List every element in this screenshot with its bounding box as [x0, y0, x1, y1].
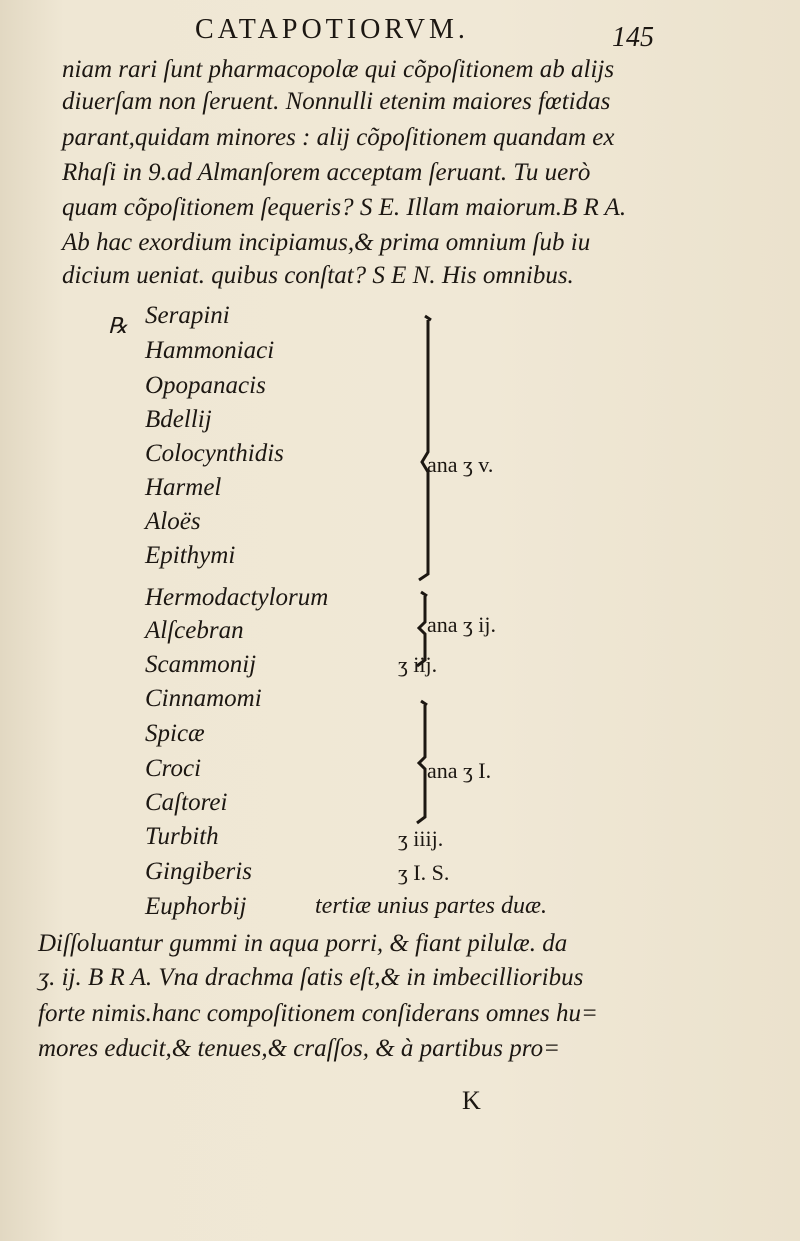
ingredient: Serapini: [145, 302, 230, 329]
dose-label: ana ʒ v.: [427, 452, 494, 477]
ingredient: Gingiberis: [145, 858, 252, 885]
dose-label: tertiæ unius partes duæ.: [315, 893, 548, 919]
ingredient: Turbith: [145, 823, 219, 850]
ingredient: Spicæ: [145, 720, 205, 747]
text-line: diuerſam non ſeruent. Nonnulli etenim maiores fœtidas: [62, 88, 611, 115]
ingredient: Croci: [145, 755, 202, 782]
running-title: CATAPOTIORVM.: [195, 14, 469, 45]
ingredient: Scammonij: [145, 651, 257, 678]
dose-label: ʒ I. S.: [398, 860, 450, 885]
text-line: niam rari ſunt pharmacopolæ qui cõpoſitionem ab alijs: [62, 56, 615, 83]
ingredient: Harmel: [145, 474, 222, 501]
ingredient: Alſcebran: [145, 617, 244, 644]
text-line: mores educit,& tenues,& craſſos, & à partibus pro=: [38, 1035, 560, 1062]
ingredient: Aloës: [145, 508, 201, 535]
ingredient: Hammoniaci: [145, 337, 275, 364]
ingredient: Colocynthidis: [145, 440, 284, 467]
dose-label: ana ʒ ij.: [427, 612, 497, 637]
recipe-symbol: ℞: [108, 313, 128, 338]
ingredient: Bdellij: [145, 406, 212, 433]
ingredient: Cinnamomi: [145, 685, 262, 712]
text-line: dicium ueniat. quibus conſtat? S E N. His omnibus.: [62, 262, 574, 289]
text-line: Ab hac exordium incipiamus,& prima omnium ſub iu: [62, 229, 591, 256]
text-line: Rhaſi in 9.ad Almanſorem acceptam ſeruant. Tu uerò: [62, 159, 591, 186]
ingredient: Hermodactylorum: [145, 584, 329, 611]
ingredient: Caſtorei: [145, 789, 228, 816]
text-line: forte nimis.hanc compoſitionem conſiderans omnes hu=: [38, 1000, 598, 1027]
dose-label: ana ʒ I.: [427, 758, 492, 783]
brace-group-1: [395, 312, 435, 582]
page-number: 145: [612, 22, 654, 53]
text-line: parant,quidam minores : alij cõpoſitionem quandam ex: [62, 124, 615, 151]
text-line: quam cõpoſitionem ſequeris? S E. Illam maiorum.B R A.: [62, 194, 627, 221]
text-line: ʒ. ij. B R A. Vna drachma ſatis eſt,& in imbecillioribus: [38, 964, 584, 991]
dose-label: ʒ iiij.: [398, 826, 444, 851]
text-line: Diſſoluantur gummi in aqua porri, & fiant pilulæ. da: [38, 930, 568, 957]
ingredient: Opopanacis: [145, 372, 266, 399]
ingredient: Epithymi: [145, 542, 236, 569]
ingredient: Euphorbij: [145, 893, 247, 920]
catchword: K: [462, 1086, 481, 1115]
dose-label: ʒ iij.: [398, 652, 438, 677]
